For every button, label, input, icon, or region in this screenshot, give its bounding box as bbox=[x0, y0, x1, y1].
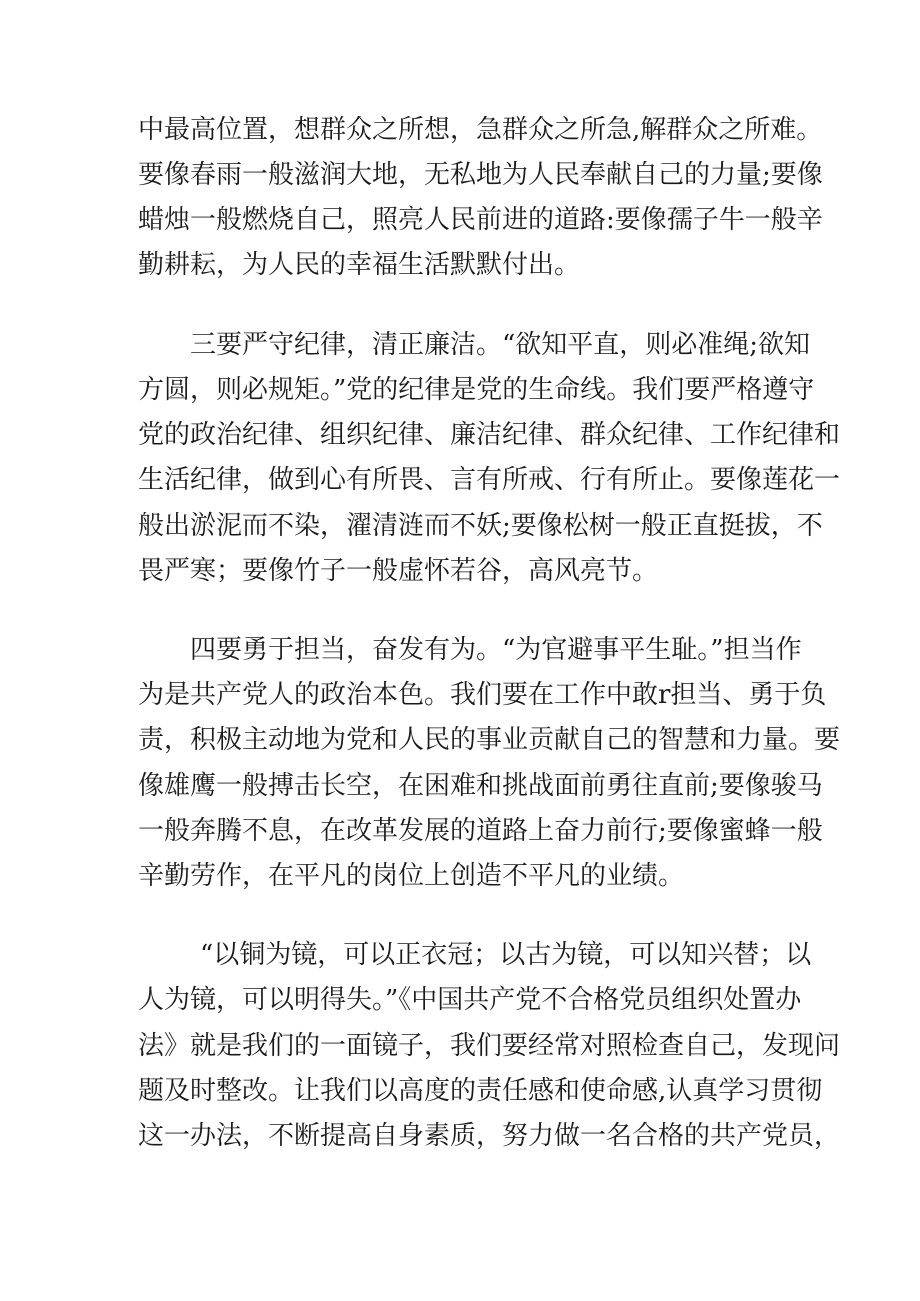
paragraph-3-line-4: 像雄鹰一般搏击长空，在困难和挑战面前勇往直前;要像骏马 bbox=[138, 771, 823, 801]
paragraph-4-line-4: 题及时整改。让我们以高度的责任感和使命感,认真学习贯彻 bbox=[138, 1076, 823, 1106]
paragraph-1-line-4: 勤耕耘，为人民的幸福生活默默付出。 bbox=[138, 250, 581, 280]
paragraph-3-line-6: 辛勤劳作，在平凡的岗位上创造不平凡的业绩。 bbox=[138, 861, 685, 891]
paragraph-2-line-6: 畏严寒；要像竹子一般虚怀若谷，高风亮节。 bbox=[138, 556, 659, 586]
paragraph-1-line-1: 中最高位置，想群众之所想，急群众之所急,解群众之所难。 bbox=[138, 115, 823, 145]
paragraph-2-line-3: 党的政治纪律、组织纪律、廉洁纪律、群众纪律、工作纪律和 bbox=[138, 420, 841, 450]
paragraph-4-line-3: 法》就是我们的一面镜子，我们要经常对照检查自己，发现问 bbox=[138, 1031, 841, 1061]
paragraph-3-line-1: 四要勇于担当，奋发有为。“为官避事平生耻。”担当作 bbox=[190, 635, 802, 665]
paragraph-4-line-5: 这一办法，不断提高自身素质，努力做一名合格的共产党员， bbox=[138, 1121, 841, 1151]
paragraph-3-line-5: 一般奔腾不息，在改革发展的道路上奋力前行;要像蜜蜂一般 bbox=[138, 816, 823, 846]
paragraph-3-line-2: 为是共产党人的政治本色。我们要在工作中敢r担当、勇于负 bbox=[138, 680, 827, 710]
paragraph-2-line-1: 三要严守纪律，清正廉洁。“欲知平直，则必准绳;欲知 bbox=[190, 330, 811, 360]
paragraph-2-line-4: 生活纪律，做到心有所畏、言有所戒、行有所止。要像莲花一 bbox=[138, 465, 841, 495]
paragraph-2-line-2: 方圆，则必规矩。”党的纪律是党的生命线。我们要严格遵守 bbox=[138, 375, 815, 405]
paragraph-2-line-5: 般出淤泥而不染，濯清涟而不妖;要像松树一般正直挺拔，不 bbox=[138, 511, 823, 541]
paragraph-1-line-3: 蜡烛一般燃烧自己，照亮人民前进的道路:要像孺子牛一般辛 bbox=[138, 205, 823, 235]
paragraph-4-line-1: “以铜为镜，可以正衣冠；以古为镜，可以知兴替；以 bbox=[200, 940, 812, 970]
paragraph-4-line-2: 人为镜，可以明得失。”《中国共产党不合格党员组织处置办 bbox=[138, 985, 802, 1015]
paragraph-1-line-2: 要像春雨一般滋润大地，无私地为人民奉献自己的力量;要像 bbox=[138, 160, 823, 190]
paragraph-3-line-3: 责，积极主动地为党和人民的事业贡献自己的智慧和力量。要 bbox=[138, 725, 841, 755]
